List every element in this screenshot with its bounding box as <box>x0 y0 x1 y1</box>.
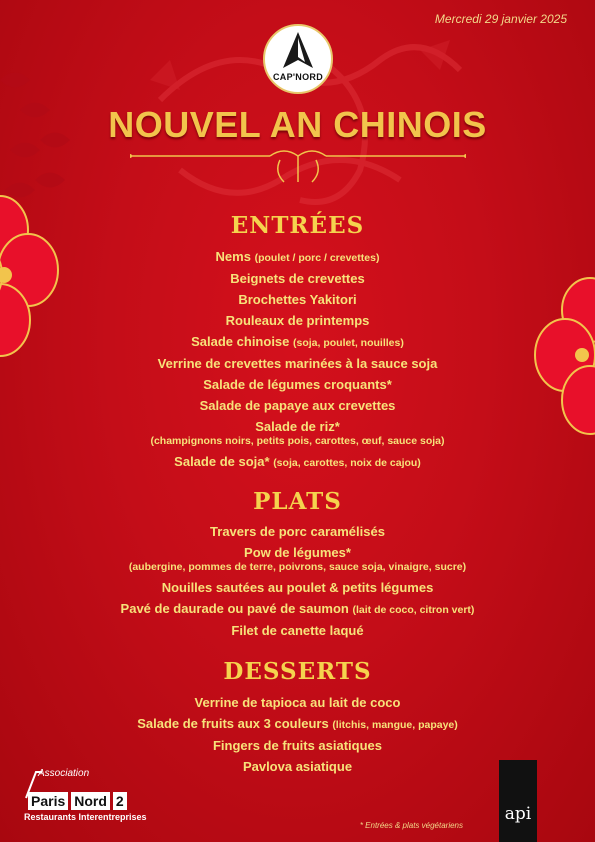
vegetarian-footnote: * Entrées & plats végétariens <box>359 821 463 830</box>
date-label: Mercredi 29 janvier 2025 <box>434 12 567 26</box>
list-item <box>0 546 595 574</box>
list-item <box>0 455 595 470</box>
capnord-logo <box>263 24 333 94</box>
list-item <box>0 581 595 595</box>
list-item <box>0 357 595 371</box>
item-detail: (poulet / porc / crevettes) <box>254 252 380 264</box>
item-name: Salade de papaye aux crevettes <box>199 398 396 413</box>
item-name: Verrine de tapioca au lait de coco <box>194 695 401 710</box>
page-title: NOUVEL AN CHINOIS <box>108 104 487 145</box>
entrees-list <box>0 250 595 477</box>
list-item <box>0 335 595 350</box>
item-name: Beignets de crevettes <box>230 271 365 286</box>
logo-text: CAP'NORD <box>272 72 324 82</box>
item-name: Salade chinoise <box>191 334 290 349</box>
list-item <box>0 624 595 638</box>
api-logo-text: api <box>504 804 532 824</box>
section-title-desserts: DESSERTS <box>223 658 372 685</box>
association-label: Association <box>38 768 90 779</box>
item-name: Salade de légumes croquants* <box>203 377 392 392</box>
api-logo <box>499 760 537 842</box>
list-item <box>0 250 595 265</box>
plats-list <box>0 525 595 645</box>
list-item <box>0 525 595 539</box>
logo-subtitle: Restaurants Interentreprises <box>24 812 147 822</box>
list-item <box>0 739 595 753</box>
compass-icon <box>283 32 313 68</box>
list-item <box>0 378 595 392</box>
item-name: Pavlova asiatique <box>242 759 353 774</box>
list-item <box>0 399 595 413</box>
item-name: Pow de légumes* <box>244 545 351 560</box>
item-detail: (soja, carottes, noix de cajou) <box>273 457 421 469</box>
list-item <box>0 293 595 307</box>
item-name: Nouilles sautées au poulet & petits légumes <box>161 580 434 595</box>
item-name: Filet de canette laqué <box>231 623 364 638</box>
item-name: Salade de riz* <box>255 419 340 434</box>
item-detail: (lait de coco, citron vert) <box>352 604 475 616</box>
item-name: Salade de soja* <box>174 454 270 469</box>
list-item <box>0 696 595 710</box>
logo-word: Paris <box>28 792 68 810</box>
list-item <box>0 272 595 286</box>
section-title-entrees: ENTRÉES <box>230 212 365 239</box>
item-name: Brochettes Yakitori <box>238 292 357 307</box>
logo-word: Nord <box>71 792 110 810</box>
list-item <box>0 717 595 732</box>
item-name: Rouleaux de printemps <box>225 313 370 328</box>
item-detail: (soja, poulet, nouilles) <box>293 337 404 349</box>
section-title-plats: PLATS <box>253 488 342 515</box>
item-detail: (champignons noirs, petits pois, carottes, œuf, sauce soja) <box>150 435 445 447</box>
list-item <box>0 602 595 617</box>
item-name: Verrine de crevettes marinées à la sauce soja <box>157 356 438 371</box>
item-name: Nems <box>215 249 251 264</box>
list-item <box>0 420 595 448</box>
item-name: Travers de porc caramélisés <box>210 524 385 539</box>
list-item <box>0 314 595 328</box>
item-name: Salade de fruits aux 3 couleurs <box>137 716 329 731</box>
item-name: Fingers de fruits asiatiques <box>212 738 383 753</box>
item-detail: (litchis, mangue, papaye) <box>332 719 458 731</box>
logo-word: 2 <box>113 792 127 810</box>
item-name: Pavé de daurade ou pavé de saumon <box>120 601 349 616</box>
gold-ornament-divider <box>130 146 466 186</box>
paris-nord-2-logo <box>24 770 174 830</box>
item-detail: (aubergine, pommes de terre, poivrons, sauce soja, vinaigre, sucre) <box>128 561 467 573</box>
